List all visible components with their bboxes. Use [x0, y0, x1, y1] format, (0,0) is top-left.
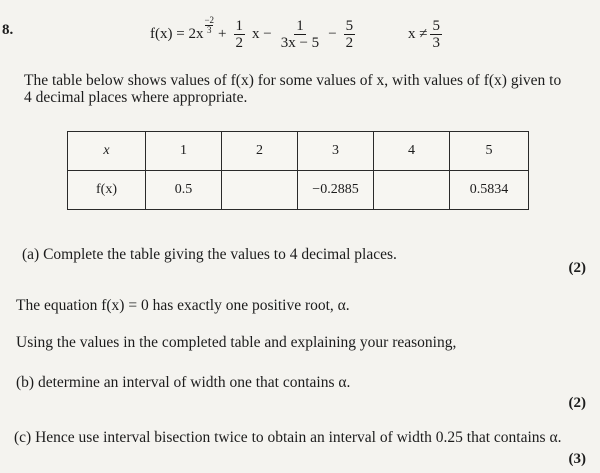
formula-x-term: x − [252, 26, 272, 42]
statement-root: The equation f(x) = 0 has exactly one positive root, α. [16, 297, 350, 314]
table-cell: 5 [450, 132, 529, 171]
statement-instruction: Using the values in the completed table and explaining your reasoning, [16, 334, 457, 351]
part-c-marks: (3) [568, 451, 586, 467]
table-cell-blank [222, 171, 298, 210]
table-cell: 4 [374, 132, 450, 171]
formula-lhs: f(x) = 2x [150, 26, 204, 42]
part-a-marks: (2) [568, 260, 586, 276]
table-cell: f(x) [68, 171, 146, 210]
table-cell: 2 [222, 132, 298, 171]
fraction-one-half: $\frac{1}{2}$ [235, 18, 243, 51]
part-a-text: (a) Complete the table giving the values to 4 decimal places. [22, 246, 397, 263]
part-c-text: (c) Hence use interval bisection twice to obtain an interval of width 0.25 that contains α. [14, 429, 562, 446]
domain-condition [408, 18, 445, 51]
function-definition [150, 15, 358, 51]
table-cell: 1 [146, 132, 222, 171]
intro-line-1: The table below shows values of f(x) for some values of x, with values of f(x) given to [24, 72, 562, 89]
table-cell: 0.5834 [450, 171, 529, 210]
table-cell-blank [374, 171, 450, 210]
part-b-text: (b) determine an interval of width one that contains α. [16, 374, 351, 391]
table-cell: x [68, 132, 146, 171]
formula-exponent: −2 3 [204, 15, 215, 35]
question-intro [24, 72, 598, 106]
condition-lhs: x ≠ [408, 26, 428, 42]
intro-line-2: 4 decimal places where appropriate. [24, 89, 248, 106]
table-cell: −0.2885 [298, 171, 374, 210]
table-row-x [68, 132, 529, 171]
formula-plus: + [218, 26, 227, 42]
fraction-five-halves: $\frac{5}{2}$ [345, 18, 354, 51]
values-table [67, 131, 529, 210]
question-number: 8. [2, 22, 14, 38]
table-row-fx [68, 171, 529, 210]
part-b-marks: (2) [568, 395, 586, 411]
fraction-five-thirds: $\frac{5}{3}$ [432, 18, 440, 51]
formula-minus: − [328, 26, 337, 42]
table-cell: 3 [298, 132, 374, 171]
fraction-reciprocal: $\frac{1}{3x - 5}$ [280, 18, 320, 51]
table-cell: 0.5 [146, 171, 222, 210]
